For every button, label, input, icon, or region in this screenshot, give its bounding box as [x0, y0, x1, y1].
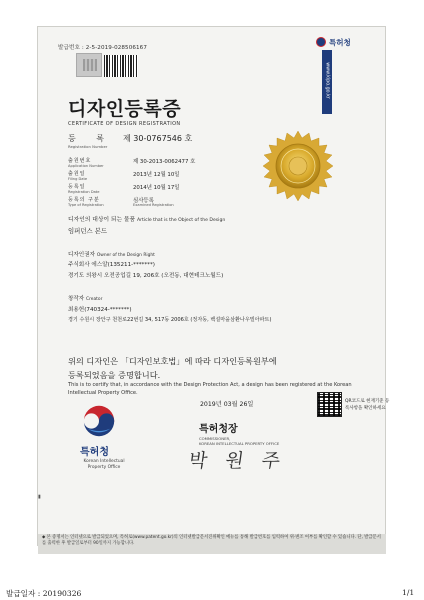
issue-number: 발급번호 : 2-5-2019-028506167 [58, 45, 147, 51]
kipo-taegeuk-logo [80, 402, 118, 440]
statement-line-2: 등록되었음을 증명합니다. [68, 370, 161, 380]
margin-mark: ▮ [38, 494, 41, 500]
application-number-label-en: Application Number [68, 164, 104, 168]
filing-date-label: 출원일 [68, 171, 86, 177]
creator-label [68, 294, 102, 302]
statement-line-1: 위의 디자인은 「디자인보호법」에 따라 디자인등록원부에 [68, 356, 277, 366]
filing-date-value: 2013년 12월 10일 [133, 172, 180, 178]
commissioner-en [199, 436, 279, 446]
kipo-name-en: Korean Intellectual Property Office [83, 459, 125, 470]
design-object-label [68, 214, 225, 223]
certificate-title-en: CERTIFICATE OF DESIGN REGISTRATION [68, 121, 181, 127]
statement-en: This is to certify that, in accordance with the Design Protection Act, a design has been registered at the Korean Intellectual Property Office. [68, 382, 352, 396]
creator-label-en: Creator [86, 297, 103, 302]
registration-label: 등 록 [68, 134, 113, 143]
registration-label-en: Registration Number [68, 144, 108, 149]
kipo-name: 특허청 [80, 447, 109, 458]
commissioner-signature: 박 원 주 [187, 450, 288, 472]
barcode [104, 55, 138, 77]
stamp-image [76, 53, 102, 77]
footer-issue-date: 발급일자 : 20190326 [6, 589, 82, 598]
authenticity-notice [38, 534, 386, 554]
registration-date-value: 2014년 10월 17일 [133, 185, 180, 191]
creator-address: 경기 수원시 장안구 천천로22번길 34, 517동 2006호 (정자동, 백설마을삼환나우빌아파트) [68, 317, 272, 323]
commissioner-title: 특허청장 [199, 424, 238, 435]
design-object-value: 임퍼던스 본드 [68, 227, 108, 235]
application-number-value: 제 30-2013-0062477 호 [133, 159, 196, 165]
registration-date-label-en: Registration Date [68, 190, 100, 194]
design-object-label-en: Article that is the Object of the Design [136, 218, 226, 223]
filing-date-label-en: Filing Date [68, 177, 88, 181]
registration-type-label-en: Type of Registration [68, 203, 104, 207]
owner-address: 경기도 의왕시 오전공업길 19, 206호 (오전동, 대현테크노월드) [68, 273, 224, 279]
design-object-label-ko: 디자인의 대상이 되는 물품 [68, 217, 136, 223]
registration-type-value: 심사등록 [133, 198, 154, 204]
vertical-url-text: www.kipo.go.kr [324, 62, 330, 99]
owner-name: 주식회사 에스알(135211-*******) [68, 262, 155, 268]
registration-date-label: 등록일 [68, 184, 86, 190]
footer-page-number: 1/1 [402, 588, 415, 597]
creator-name: 최용헌(740324-*******) [68, 307, 132, 313]
commissioner-en-line-2: KOREAN INTELLECTUAL PROPERTY OFFICE [199, 441, 280, 446]
creator-label-ko: 창작자 [68, 296, 85, 302]
owner-label-ko: 디자인권자 [68, 252, 96, 258]
certificate-title: 디자인등록증 [68, 98, 182, 120]
commissioner-en-line-1: COMMISSIONER, [199, 436, 231, 441]
authenticity-notice-text: ◆ 본 증명서는 인터넷으로 발급되었으며, 특허로(www.patent.go.kr)의 인터넷발급문서진위확인 메뉴를 통해 발급번호를 입력하여 위·변조 여부를 확인할 수 있습니다. 단, 발급문서를 출력한 후 발급일로부터 90일까지 가능합니다. [42, 535, 381, 546]
registration-number: 제 30-0767546 호 [123, 134, 193, 143]
kipo-mark-icon [316, 37, 326, 47]
registration-type-label: 등록의 구분 [68, 197, 100, 203]
official-seal [262, 130, 334, 202]
vertical-url-band [322, 50, 332, 114]
issue-date: 2019년 03월 26일 [200, 401, 254, 408]
application-number-label: 출원번호 [68, 158, 92, 164]
kipo-top-logo-text: 특허청 [329, 38, 351, 47]
registration-type-value-en: Examined Registration [133, 203, 174, 207]
owner-label [68, 250, 155, 258]
qr-code[interactable] [317, 392, 342, 417]
owner-label-en: Owner of the Design Right [96, 253, 155, 258]
qr-instruction: QR코드로 현재기준 등록사항을 확인하세요 [345, 399, 390, 411]
